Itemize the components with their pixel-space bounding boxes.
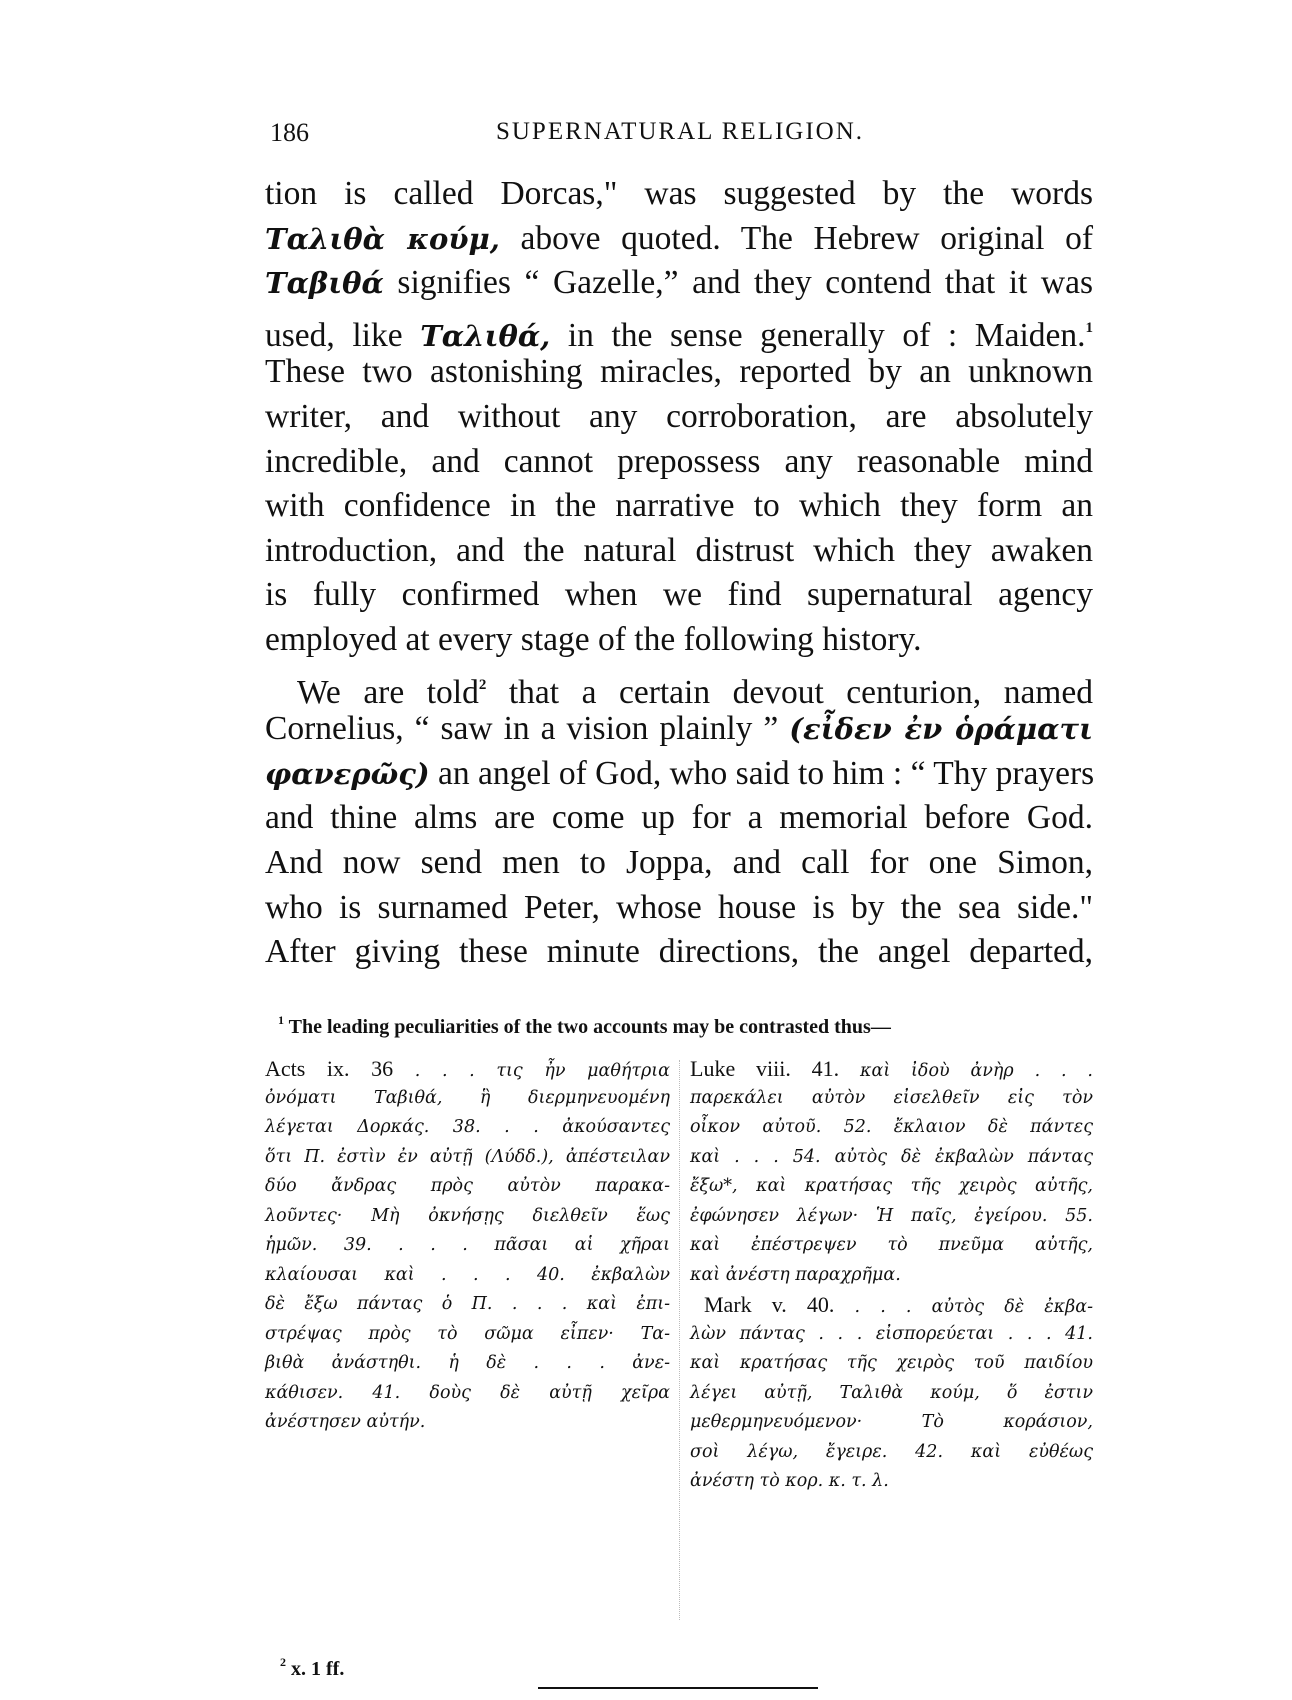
footnote-2: $^2$ x. 1 ff. [280, 1655, 345, 1680]
footnote-column-acts [265, 1054, 670, 1438]
footnote-line: στρέψας πρὸς τὸ σῶμα εἶπεν· Τα- [265, 1323, 670, 1344]
footnote-line: λέγεται Δορκάς. 38. . . ἀκούσαντες [265, 1117, 670, 1137]
body-line: Ταβιθά signifies “ Gazelle,” and they contend that it was [265, 264, 1093, 302]
page-number: 186 [270, 118, 309, 147]
footnote-rule [538, 1687, 818, 1689]
body-line: These two astonishing miracles, reported by an unknown [265, 353, 1093, 391]
body-line: and thine alms are come up for a memorial before God. [265, 799, 1093, 837]
greek-word: φανερῶς) [265, 756, 430, 791]
footnote-line: ἡμῶν. 39. . . . πᾶσαι αἱ χῆραι [265, 1235, 670, 1255]
footnote-ref: 2 [478, 676, 487, 693]
body-line: Ταλιθὰ κούμ, above quoted. The Hebrew original of [265, 219, 1093, 257]
greek-phrase: Ταλιθὰ κούμ, [265, 221, 500, 256]
greek-word: Ταλιθά, [420, 318, 551, 353]
footnote-line: ἐφώνησεν λέγων· Ἡ παῖς, ἐγείρου. 55. [690, 1205, 1093, 1226]
footnote-line: ὅτι Π. ἐστὶν ἐν αὐτῇ (Λύδδ.), ἀπέστειλαν [265, 1146, 670, 1167]
body-line: Cornelius, “ saw in a vision plainly ” (εἶδεν ἐν ὁράματι [265, 710, 1093, 748]
footnote-line: σοὶ λέγω, ἔγειρε. 42. καὶ εὐθέως [690, 1441, 1093, 1462]
body-line: introduction, and the natural distrust which they awaken [265, 531, 1093, 569]
body-line: tion is called Dorcas," was suggested by the words [265, 175, 1093, 212]
footnote-line: καὶ ἀνέστη παραχρῆμα. [690, 1264, 901, 1285]
body-line: φανερῶς) an angel of God, who said to him : “ Thy prayers [265, 754, 1095, 792]
body-line: employed at every stage of the following history. [265, 620, 922, 658]
footnote-line: λὼν πάντας . . . εἰσπορεύεται . . . 41. [690, 1323, 1093, 1344]
page-header [270, 118, 1090, 158]
footnote-1-intro: $^1$ The leading peculiarities of the two accounts may be contrasted thus— [278, 1013, 891, 1038]
footnote-line: λοῦντες· Μὴ ὀκνήσῃς διελθεῖν ἕως [265, 1205, 670, 1226]
footnote-line: ἔξω*, καὶ κρατήσας τῆς χειρὸς αὐτῆς, [690, 1176, 1093, 1196]
main-text [265, 172, 1093, 975]
footnote-line: ἀνέστη τὸ κορ. κ. τ. λ. [690, 1471, 889, 1491]
citation-lead: Acts ix. 36 [265, 1056, 394, 1081]
footnote-marker: 1 [278, 1013, 284, 1027]
body-line: used, like Ταλιθά, in the sense generally of : Maiden.$^1$ [265, 316, 1094, 354]
footnote-line: λέγει αὐτῇ, Ταλιθὰ κούμ, ὅ ἐστιν [690, 1382, 1093, 1403]
footnote-ref: 1 [1085, 319, 1094, 336]
footnote-line: Mark v. 40. . . . αὐτὸς δὲ ἐκβα- [704, 1292, 1093, 1317]
footnote-line: παρεκάλει αὐτὸν εἰσελθεῖν εἰς τὸν [690, 1087, 1093, 1108]
body-line: is fully confirmed when we find supernatural agency [265, 576, 1093, 614]
footnote-line: μεθερμηνευόμενον· Τὸ κοράσιον, [690, 1412, 1093, 1432]
footnote-line: κάθισεν. 41. δοὺς δὲ αὐτῇ χεῖρα [265, 1382, 670, 1403]
greek-phrase: (εἶδεν ἐν ὁράματι [789, 712, 1093, 747]
footnote-line: Luke viii. 41. καὶ ἰδοὺ ἀνὴρ . . . [690, 1056, 1093, 1081]
footnote-line: ἀνέστησεν αὐτήν. [265, 1412, 426, 1432]
running-title: SUPERNATURAL RELIGION. [495, 118, 865, 145]
body-line: incredible, and cannot prepossess any reasonable mind [265, 442, 1093, 480]
citation-lead: Mark v. 40. [704, 1292, 835, 1317]
footnote-line: οἶκον αὐτοῦ. 52. ἔκλαιον δὲ πάντες [690, 1117, 1093, 1137]
column-divider [679, 1060, 680, 1620]
body-line: After giving these minute directions, the angel departed, [265, 933, 1093, 971]
body-line: We are told$^2$ that a certain devout centurion, named [297, 673, 1093, 711]
greek-word: Ταβιθά [265, 266, 384, 301]
footnote-line: καὶ ἐπέστρεψεν τὸ πνεῦμα αὐτῆς, [690, 1235, 1093, 1255]
footnote-line: καὶ . . . 54. αὐτὸς δὲ ἐκβαλὼν πάντας [690, 1146, 1093, 1167]
footnote-line: δὲ ἔξω πάντας ὁ Π. . . . καὶ ἐπι- [265, 1294, 670, 1314]
footnote-marker: 2 [280, 1655, 286, 1669]
footnote-line: κλαίουσαι καὶ . . . 40. ἐκβαλὼν [265, 1264, 670, 1285]
body-line: And now send men to Joppa, and call for one Simon, [265, 843, 1093, 881]
footnote-line: καὶ κρατήσας τῆς χειρὸς τοῦ παιδίου [690, 1353, 1093, 1373]
footnote-line: δύο ἄνδρας πρὸς αὐτὸν παρακα- [265, 1176, 670, 1196]
body-line: with confidence in the narrative to which they form an [265, 487, 1093, 525]
footnote-line: Acts ix. 36 . . . τις ἦν μαθήτρια [265, 1056, 670, 1081]
footnote-column-gospels [690, 1054, 1093, 1497]
body-line: who is surnamed Peter, whose house is by the sea side." [265, 888, 1093, 926]
footnote-line: βιθὰ ἀνάστηθι. ἡ δὲ . . . ἀνε- [265, 1353, 670, 1373]
citation-lead: Luke viii. 41. [690, 1056, 840, 1081]
body-line: writer, and without any corroboration, are absolutely [265, 397, 1093, 435]
footnote-line: ὀνόματι Ταβιθά, ἣ διερμηνευομένη [265, 1087, 670, 1108]
